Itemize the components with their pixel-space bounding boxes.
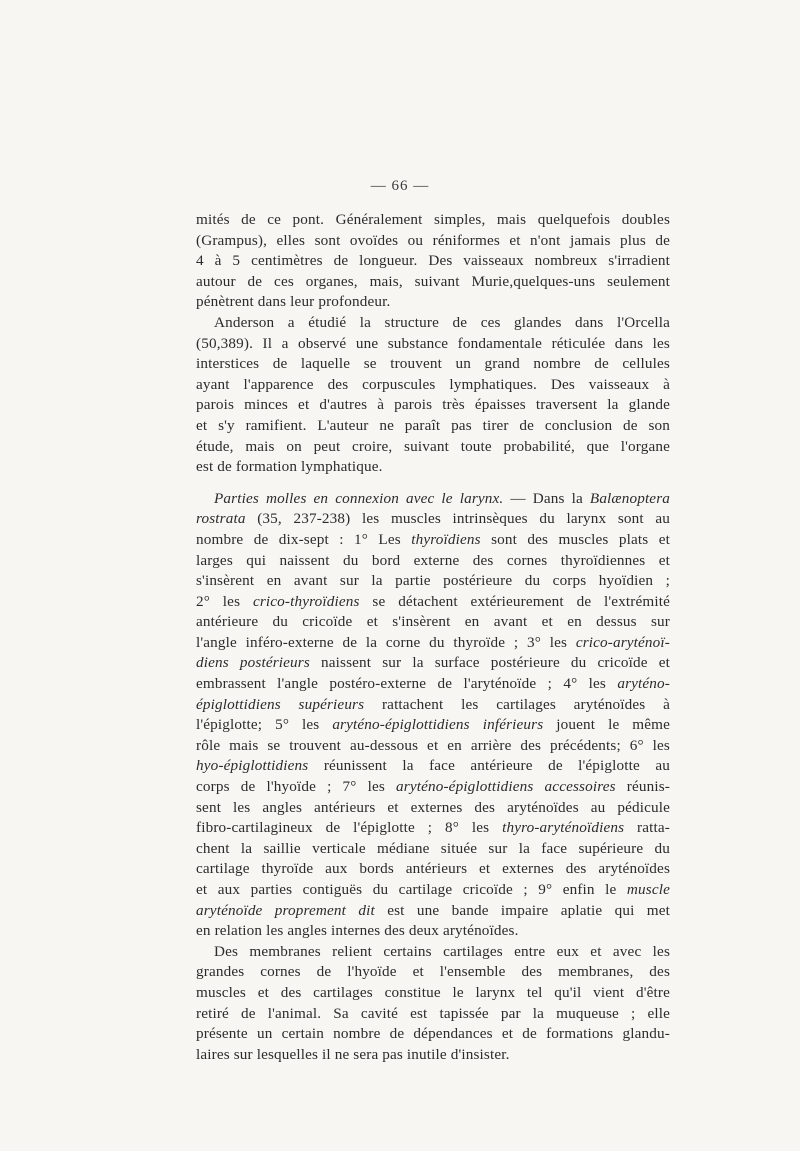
- text-line: larges qui naissent du bord externe des cornes thyroïdiennes et: [196, 551, 670, 569]
- text-line: chent la saillie verticale médiane située sur la face supérieure du: [196, 839, 670, 857]
- section-heading: Parties molles en connexion avec le larynx.: [214, 489, 504, 507]
- text-run: réunis-: [615, 778, 670, 796]
- text-run: l'angle inféro-externe de la corne du thyroïde ; 3° les: [196, 633, 576, 651]
- muscle-name: aryténo-épiglottidiens inférieurs: [332, 716, 544, 734]
- text-line: [196, 509, 670, 530]
- text-line: est de formation lymphatique.: [196, 458, 383, 476]
- text-line: (Grampus), elles sont ovoïdes ou réniformes et n'ont jamais plus de: [196, 231, 670, 249]
- muscle-name: muscle: [626, 881, 670, 898]
- text-run: 2° les: [196, 592, 253, 610]
- muscle-name: épiglottidiens supérieurs: [196, 695, 365, 713]
- text-line: muscles et des cartilages constitue le larynx tel qu'il vient d'être: [196, 983, 670, 1001]
- text-run: naissent sur la surface postérieure du cricoïde et: [309, 654, 670, 672]
- muscle-name: diens postérieurs: [196, 654, 310, 672]
- text-line: antérieure du cricoïde et s'insèrent en avant et en dessus sur: [196, 613, 670, 631]
- text-line: [196, 592, 670, 613]
- text-line: en relation les angles internes des deux aryténoïdes.: [196, 922, 519, 940]
- muscle-name: hyo-épiglottidiens: [196, 757, 309, 775]
- text-line: [196, 695, 670, 716]
- text-run: (35, 237-238) les muscles intrinsèques du larynx sont au: [245, 510, 670, 528]
- text-run: jouent le même: [543, 716, 671, 734]
- text-line: [196, 530, 670, 551]
- text-line: [196, 489, 670, 510]
- text-line: [196, 818, 670, 839]
- text-run: ratta-: [624, 819, 670, 837]
- text-line: présente un certain nombre de dépendances et de formations glandu-: [196, 1025, 670, 1043]
- muscle-name: aryténoïde proprement dit: [196, 901, 375, 919]
- text-run: corps de l'hyoïde ; 7° les: [196, 778, 397, 796]
- text-run: rattachent les cartilages aryténoïdes à: [364, 695, 670, 713]
- paragraph-3: [196, 489, 670, 942]
- text-line: Des membranes relient certains cartilages entre eux et avec les: [214, 942, 670, 960]
- text-line: Anderson a étudié la structure de ces glandes dans l'Orcella: [214, 313, 670, 331]
- text-run: et aux parties contiguës du cartilage cricoïde ; 9° enfin le: [196, 881, 627, 898]
- text-line: ayant l'apparence des corpuscules lymphatiques. Des vaisseaux à: [196, 375, 670, 393]
- text-line: [196, 674, 670, 695]
- text-line: [196, 756, 670, 777]
- text-line: étude, mais on peut croire, suivant toute probabilité, que l'organe: [196, 437, 670, 455]
- paragraph-4: [196, 942, 670, 1066]
- text-line: 4 à 5 centimètres de longueur. Des vaisseaux nombreux s'irradient: [196, 252, 670, 270]
- text-line: sent les angles antérieurs et externes des aryténoïdes au pédicule: [196, 798, 670, 816]
- text-line: cartilage thyroïde aux bords antérieurs et externes des aryténoïdes: [196, 860, 670, 878]
- text-line: [196, 777, 670, 798]
- text-line: pénètrent dans leur profondeur.: [196, 293, 391, 311]
- text-run: sont des muscles plats et: [480, 530, 670, 548]
- text-line: (50,389). Il a observé une substance fondamentale réticulée dans les: [196, 334, 670, 352]
- text-run: se détachent extérieurement de l'extrémité: [359, 592, 670, 610]
- text-line: retiré de l'animal. Sa cavité est tapissée par la muqueuse ; elle: [196, 1004, 670, 1022]
- muscle-name: crico-aryténoï-: [575, 633, 670, 651]
- species-name: Balænoptera: [589, 489, 671, 507]
- muscle-name: thyro-aryténoïdiens: [502, 819, 625, 837]
- muscle-name: aryténo-: [617, 675, 670, 693]
- text-line: [196, 880, 670, 901]
- text-run: l'épiglotte; 5° les: [196, 716, 333, 734]
- muscle-name: crico-thyroïdiens: [252, 592, 360, 610]
- text-run: est une bande impaire aplatie qui met: [374, 901, 671, 919]
- text-run: nombre de dix-sept : 1° Les: [196, 530, 412, 548]
- text-line: et s'y ramifient. L'auteur ne paraît pas tirer de conclusion de son: [196, 416, 670, 434]
- text-run: fibro-cartilagineux de l'épiglotte ; 8° les: [196, 819, 503, 837]
- text-line: [196, 901, 670, 922]
- page-number: — 66 —: [370, 178, 430, 194]
- muscle-name: thyroïdiens: [411, 530, 481, 548]
- text-run: réunissent la face antérieure de l'épiglotte au: [308, 757, 670, 775]
- text-line: s'insèrent en avant sur la partie postérieure du corps hyoïdien ;: [196, 572, 670, 590]
- paragraph-spacer: [196, 478, 670, 489]
- text-line: interstices de laquelle se trouvent un grand nombre de cellules: [196, 355, 670, 373]
- text-line: rôle mais se trouvent au-dessous et en arrière des précédents; 6° les: [196, 736, 670, 754]
- muscle-name: aryténo-épiglottidiens accessoires: [396, 778, 616, 796]
- species-name: rostrata: [196, 510, 246, 528]
- text-run: — Dans la: [503, 489, 590, 507]
- paragraph-1: [196, 210, 670, 313]
- text-line: [196, 633, 670, 654]
- text-run: embrassent l'angle postéro-externe de l'aryténoïde ; 4° les: [196, 675, 618, 693]
- paragraph-2: [196, 313, 670, 478]
- text-line: autour de ces organes, mais, suivant Murie,quelques-uns seulement: [196, 272, 670, 290]
- text-line: parois minces et d'autres à parois très épaisses traversent la glande: [196, 396, 670, 414]
- text-line: [196, 715, 670, 736]
- text-line: laires sur lesquelles il ne sera pas inutile d'insister.: [196, 1045, 510, 1063]
- body-text: [196, 210, 670, 1065]
- text-line: [196, 653, 670, 674]
- text-line: mités de ce pont. Généralement simples, mais quelquefois doubles: [196, 211, 670, 228]
- text-line: grandes cornes de l'hyoïde et l'ensemble des membranes, des: [196, 963, 670, 981]
